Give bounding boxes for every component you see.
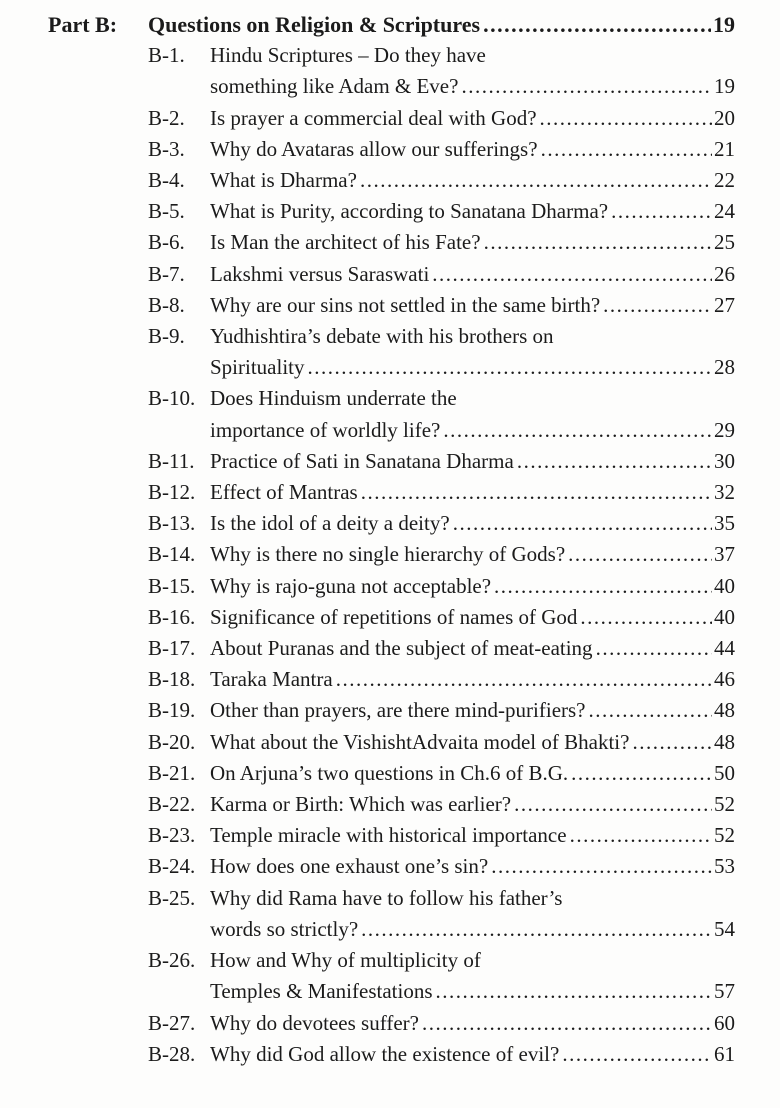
dot-leader: [611, 196, 712, 227]
entry-number: B-6.: [148, 230, 185, 255]
entry-page-number: 44: [714, 636, 735, 661]
entry-title: words so strictly?: [210, 916, 359, 941]
entry-page-number: 20: [714, 105, 735, 130]
entry-number: B-11.: [148, 448, 195, 473]
dot-leader: [540, 103, 712, 134]
entry-page-number: 52: [714, 823, 735, 848]
toc-entry-line: [148, 695, 735, 726]
part-page-number: 19: [713, 12, 735, 37]
entry-title: Temples & Manifestations: [210, 979, 433, 1004]
entry-page-number: 57: [714, 979, 735, 1004]
entry-number: B-12.: [148, 480, 196, 505]
toc-entry-line: [148, 383, 735, 414]
entry-title: Yudhishtira’s debate with his brothers on: [210, 324, 554, 349]
toc-entry-line: [148, 446, 735, 477]
toc-entry-line: [148, 415, 735, 446]
dot-leader: [603, 290, 712, 321]
entry-title: Spirituality: [210, 355, 305, 380]
entry-number: B-2.: [148, 105, 185, 130]
toc-entry-line: [148, 571, 735, 602]
entry-title: Temple miracle with historical importance: [210, 823, 567, 848]
toc-entry-line: [148, 290, 735, 321]
dot-leader: [422, 1008, 712, 1039]
dot-leader: [589, 695, 713, 726]
entry-title: Why is rajo-guna not acceptable?: [210, 573, 492, 598]
entry-title: Why do Avataras allow our sufferings?: [210, 136, 538, 161]
entry-number: B-19.: [148, 698, 196, 723]
toc-entry-line: [148, 789, 735, 820]
entry-page-number: 22: [714, 168, 735, 193]
toc-entry-line: [148, 321, 735, 352]
entry-number: B-9.: [148, 324, 185, 349]
dot-leader: [443, 415, 712, 446]
dot-leader: [483, 9, 711, 40]
toc-entry-line: [148, 664, 735, 695]
entry-number: B-15.: [148, 573, 196, 598]
entry-page-number: 28: [714, 355, 735, 380]
entry-title: Taraka Mantra: [210, 667, 333, 692]
entry-title: What is Purity, according to Sanatana Dharma?: [210, 199, 609, 224]
part-title: Questions on Religion & Scriptures: [148, 12, 481, 37]
entry-title: something like Adam & Eve?: [210, 74, 459, 99]
entry-number: B-26.: [148, 948, 196, 973]
dot-leader: [308, 352, 713, 383]
toc-entry-line: [148, 1008, 735, 1039]
entry-number: B-22.: [148, 792, 196, 817]
entry-title: On Arjuna’s two questions in Ch.6 of B.G.: [210, 760, 569, 785]
entry-page-number: 25: [714, 230, 735, 255]
dot-leader: [562, 1039, 712, 1070]
entry-title: Is the idol of a deity a deity?: [210, 511, 450, 536]
entry-number: B-20.: [148, 729, 196, 754]
entry-page-number: 29: [714, 417, 735, 442]
toc-entry-line: [148, 352, 735, 383]
entry-title: Why is there no single hierarchy of Gods?: [210, 542, 566, 567]
toc-entry-line: [148, 477, 735, 508]
dot-leader: [491, 851, 712, 882]
entry-page-number: 35: [714, 511, 735, 536]
dot-leader: [541, 134, 712, 165]
entry-number: B-3.: [148, 136, 185, 161]
dot-leader: [632, 727, 712, 758]
entry-page-number: 48: [714, 698, 735, 723]
entry-title: Does Hinduism underrate the: [210, 386, 457, 411]
dot-leader: [336, 664, 712, 695]
dot-leader: [517, 446, 712, 477]
dot-leader: [461, 71, 712, 102]
toc-entry-line: [148, 1039, 735, 1070]
entry-title: Lakshmi versus Saraswati: [210, 261, 430, 286]
entry-page-number: 60: [714, 1010, 735, 1035]
toc-entry-line: [148, 71, 735, 102]
toc-entry-line: [148, 945, 735, 976]
dot-leader: [361, 477, 712, 508]
entry-page-number: 27: [714, 292, 735, 317]
entry-title: Why did God allow the existence of evil?: [210, 1041, 560, 1066]
entry-title: Is Man the architect of his Fate?: [210, 230, 481, 255]
dot-leader: [432, 259, 712, 290]
dot-leader: [514, 789, 712, 820]
entry-page-number: 32: [714, 480, 735, 505]
entry-number: B-8.: [148, 292, 185, 317]
entry-title: Significance of repetitions of names of God: [210, 604, 578, 629]
entry-page-number: 21: [714, 136, 735, 161]
entry-title: How does one exhaust one’s sin?: [210, 854, 489, 879]
entry-page-number: 37: [714, 542, 735, 567]
entry-number: B-13.: [148, 511, 196, 536]
toc-entry-line: [148, 508, 735, 539]
dot-leader: [568, 539, 712, 570]
entry-number: B-25.: [148, 885, 196, 910]
toc-entry-line: [148, 633, 735, 664]
toc-entry-line: [148, 40, 735, 71]
entry-number: B-5.: [148, 199, 185, 224]
dot-leader: [361, 914, 712, 945]
dot-leader: [453, 508, 712, 539]
entry-title: Why are our sins not settled in the same birth?: [210, 292, 601, 317]
entry-page-number: 52: [714, 792, 735, 817]
toc-entry-line: [148, 259, 735, 290]
entry-page-number: 40: [714, 604, 735, 629]
entry-number: B-21.: [148, 760, 196, 785]
entry-page-number: 53: [714, 854, 735, 879]
toc-entry-line: [148, 103, 735, 134]
entry-number: B-7.: [148, 261, 185, 286]
entry-page-number: 19: [714, 74, 735, 99]
toc-entry-line: [148, 914, 735, 945]
toc-entry-line: [148, 134, 735, 165]
entry-number: B-17.: [148, 636, 196, 661]
entry-title: Why did Rama have to follow his father’s: [210, 885, 563, 910]
entry-number: B-24.: [148, 854, 196, 879]
dot-leader: [360, 165, 712, 196]
entry-title: Practice of Sati in Sanatana Dharma: [210, 448, 514, 473]
dot-leader: [570, 820, 712, 851]
entry-number: B-28.: [148, 1041, 196, 1066]
toc-entry-line: [148, 602, 735, 633]
entry-number: B-4.: [148, 168, 185, 193]
dot-leader: [596, 633, 712, 664]
toc-entry-line: [148, 196, 735, 227]
entry-number: B-10.: [148, 386, 196, 411]
entry-page-number: 26: [714, 261, 735, 286]
toc-entries: [148, 40, 735, 1070]
entry-page-number: 46: [714, 667, 735, 692]
entry-title: What is Dharma?: [210, 168, 357, 193]
toc-entry-line: [148, 820, 735, 851]
entry-page-number: 54: [714, 916, 735, 941]
entry-title: Effect of Mantras: [210, 480, 358, 505]
entry-title: Karma or Birth: Which was earlier?: [210, 792, 512, 817]
toc-entry-line: [148, 727, 735, 758]
dot-leader: [484, 227, 712, 258]
entry-title: Hindu Scriptures – Do they have: [210, 43, 486, 68]
entry-number: B-16.: [148, 604, 196, 629]
dot-leader: [494, 571, 712, 602]
toc-entry-line: [148, 165, 735, 196]
toc-entry-line: [148, 976, 735, 1007]
entry-page-number: 48: [714, 729, 735, 754]
entry-number: B-14.: [148, 542, 196, 567]
entry-page-number: 40: [714, 573, 735, 598]
entry-number: B-18.: [148, 667, 196, 692]
toc-entry-line: [148, 227, 735, 258]
toc-entry-line: [148, 758, 735, 789]
entry-title: What about the VishishtAdvaita model of Bhakti?: [210, 729, 630, 754]
entry-page-number: 61: [714, 1041, 735, 1066]
entry-page-number: 50: [714, 760, 735, 785]
toc-entry-line: [148, 851, 735, 882]
dot-leader: [580, 602, 712, 633]
entry-title: Is prayer a commercial deal with God?: [210, 105, 537, 130]
entry-title: importance of worldly life?: [210, 417, 441, 442]
part-label: Part B:: [48, 12, 118, 37]
toc-entry-line: [148, 883, 735, 914]
entry-page-number: 30: [714, 448, 735, 473]
dot-leader: [436, 976, 713, 1007]
entry-number: B-23.: [148, 823, 196, 848]
entry-title: How and Why of multiplicity of: [210, 948, 481, 973]
part-header-row: [48, 9, 735, 40]
entry-title: Why do devotees suffer?: [210, 1010, 419, 1035]
entry-number: B-27.: [148, 1010, 196, 1035]
entry-title: About Puranas and the subject of meat-eating: [210, 636, 593, 661]
dot-leader: [571, 758, 712, 789]
toc-entry-line: [148, 539, 735, 570]
entry-page-number: 24: [714, 199, 735, 224]
entry-title: Other than prayers, are there mind-purifiers?: [210, 698, 586, 723]
entry-number: B-1.: [148, 43, 185, 68]
